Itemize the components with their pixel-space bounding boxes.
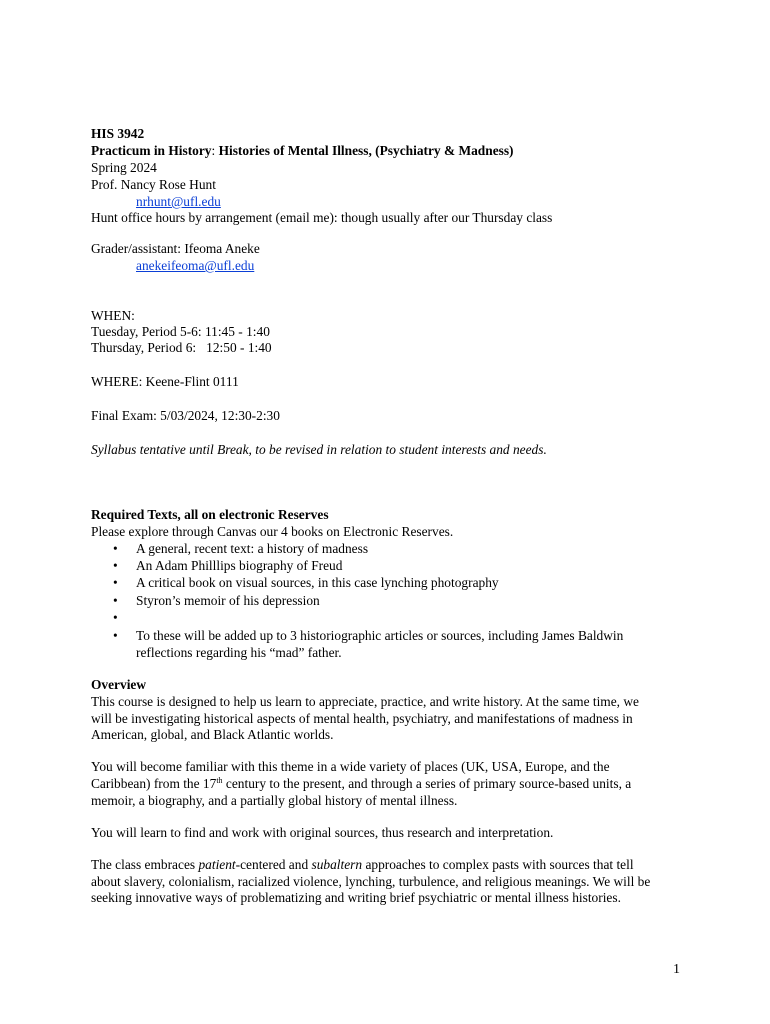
overview-p2-line — [91, 775, 631, 792]
overview-heading: Overview — [91, 677, 147, 692]
overview-p4-text: The class embraces — [91, 857, 199, 872]
syllabus-note: Syllabus tentative until Break, to be revised in relation to student interests and needs. — [91, 442, 547, 457]
required-texts-intro: Please explore through Canvas our 4 books on Electronic Reserves. — [91, 524, 454, 539]
bullet-marker: • — [113, 558, 118, 573]
when-label: WHEN: — [91, 308, 135, 323]
overview-p4-line: seeking innovative ways of problematizing and writing brief psychiatric or mental illness histories. — [91, 890, 621, 905]
when-thursday — [91, 339, 272, 356]
overview-p3: You will learn to find and work with original sources, thus research and interpretation. — [91, 825, 554, 840]
instructor-email-link[interactable]: nrhunt@ufl.edu — [136, 194, 221, 209]
course-title — [91, 142, 514, 159]
page-number: 1 — [673, 962, 680, 977]
course-title-colon: : — [211, 143, 216, 158]
grader-email-link[interactable]: anekeifeoma@ufl.edu — [136, 258, 255, 273]
overview-p2-text: Caribbean) from the 17 — [91, 776, 217, 791]
bullet-marker: • — [113, 593, 118, 608]
bullet-marker: • — [113, 575, 118, 590]
bullet-marker: • — [113, 610, 118, 625]
overview-p1-line: This course is designed to help us learn to appreciate, practice, and write history. At the same time, we — [91, 694, 639, 709]
overview-p4-text: -centered and — [235, 857, 312, 872]
bullet-marker: • — [113, 628, 118, 643]
course-title-prefix: Practicum in History — [91, 143, 212, 158]
required-texts-heading: Required Texts, all on electronic Reserves — [91, 507, 329, 522]
overview-p2-line: memoir, a biography, and a partially global history of mental illness. — [91, 793, 458, 808]
overview-p4-line — [91, 856, 634, 873]
final-exam: Final Exam: 5/03/2024, 12:30-2:30 — [91, 408, 280, 423]
where: WHERE: Keene-Flint 0111 — [91, 374, 239, 389]
overview-p1-line: will be investigating historical aspects of mental health, psychiatry, and manifestations of madness in — [91, 711, 633, 726]
instructor-name: Prof. Nancy Rose Hunt — [91, 177, 216, 192]
when-tuesday: Tuesday, Period 5-6: 11:45 - 1:40 — [91, 324, 270, 339]
office-hours: Hunt office hours by arrangement (email me): though usually after our Thursday class — [91, 210, 553, 225]
list-item: Styron’s memoir of his depression — [136, 593, 320, 608]
grader: Grader/assistant: Ifeoma Aneke — [91, 241, 260, 256]
list-item: A critical book on visual sources, in this case lynching photography — [136, 575, 499, 590]
course-code: HIS 3942 — [91, 126, 145, 141]
emphasis-patient: patient — [198, 857, 236, 872]
overview-p4-text: approaches to complex pasts with sources that tell — [362, 857, 634, 872]
list-item: To these will be added up to 3 historiographic articles or sources, including James Baldwin — [136, 628, 624, 643]
overview-p2-text: century to the present, and through a series of primary source-based units, a — [222, 776, 632, 791]
list-item: A general, recent text: a history of madness — [136, 541, 369, 556]
list-item: An Adam Philllips biography of Freud — [136, 558, 343, 573]
bullet-marker: • — [113, 541, 118, 556]
course-term: Spring 2024 — [91, 160, 157, 175]
overview-p2-line: You will become familiar with this theme in a wide variety of places (UK, USA, Europe, and the — [91, 759, 610, 774]
overview-p4-line: about slavery, colonialism, racialized violence, lynching, turbulence, and religious meanings. We will be — [91, 874, 651, 889]
overview-p1-line: American, global, and Black Atlantic worlds. — [91, 727, 334, 742]
when-thursday-text: Thursday, Period 6: 12:50 - 1:40 — [91, 340, 272, 355]
list-item-continuation: reflections regarding his “mad” father. — [136, 645, 342, 660]
course-title-rest: Histories of Mental Illness, (Psychiatry & Madness) — [215, 143, 514, 158]
emphasis-subaltern: subaltern — [311, 857, 363, 872]
ordinal-superscript: th — [216, 776, 223, 785]
